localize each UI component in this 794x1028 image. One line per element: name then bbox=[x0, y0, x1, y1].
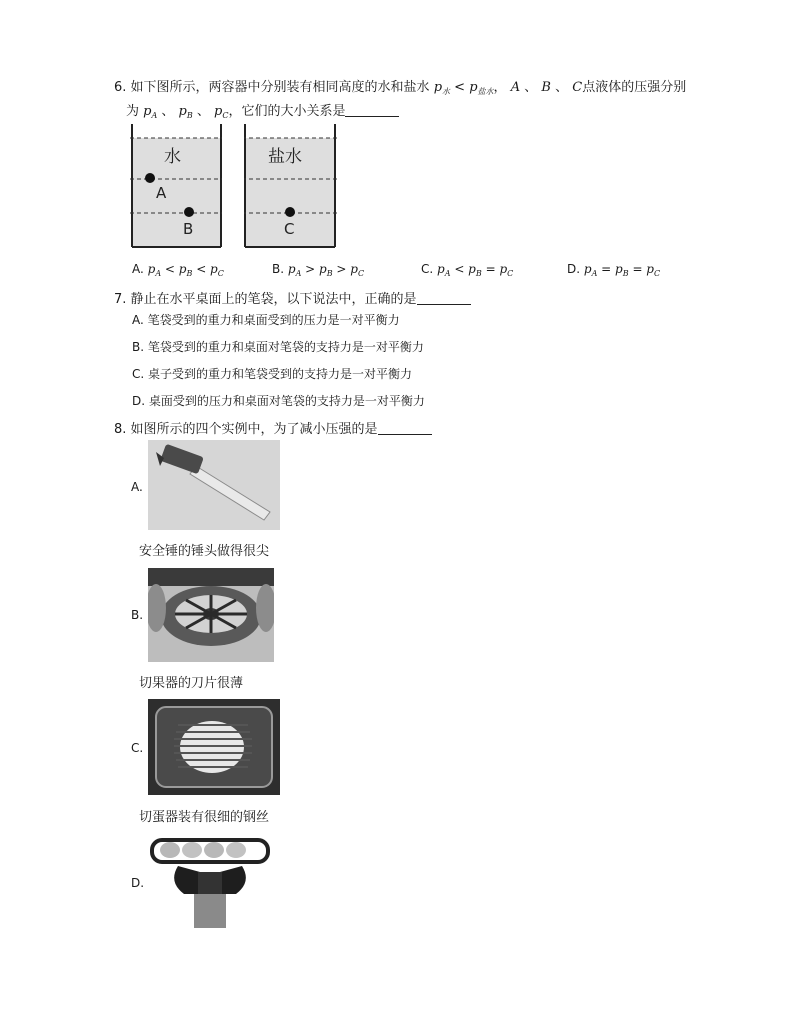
option-letter: D. bbox=[567, 262, 581, 276]
q8-option-d-letter[interactable]: D. bbox=[131, 876, 145, 890]
point-a-dot bbox=[145, 173, 155, 183]
q8-option-a-letter[interactable]: A. bbox=[131, 480, 143, 494]
less-than: < bbox=[454, 80, 466, 95]
p-water-sub: 水 bbox=[442, 87, 451, 96]
safety-hammer-photo bbox=[148, 440, 280, 530]
q6-option-d[interactable]: D. $p_A = p_B = p_C$ bbox=[567, 262, 661, 278]
q8-option-c-caption: 切蛋器装有很细的钢丝 bbox=[139, 810, 270, 825]
container-figure bbox=[130, 122, 340, 252]
comma: ， bbox=[493, 80, 507, 95]
q8-option-a-caption: 安全锤的锤头做得很尖 bbox=[139, 544, 270, 559]
q6-option-b[interactable]: B. $p_A > p_B > p_C$ bbox=[272, 262, 365, 278]
saltwater-label: 盐水 bbox=[268, 147, 302, 167]
q8-stem bbox=[114, 418, 432, 437]
option-letter: B. bbox=[272, 262, 285, 276]
q7-stem bbox=[114, 288, 471, 307]
q7-option-d[interactable]: D. 桌面受到的压力和桌面对笔袋的支持力是一对平衡力 bbox=[132, 394, 425, 408]
point-a-label: A bbox=[156, 184, 167, 202]
answer-blank[interactable] bbox=[345, 104, 399, 117]
q6-text-c: 点液体的压强分别 bbox=[582, 80, 687, 95]
q6-option-a[interactable]: A. $p_A < p_B < p_C$ bbox=[132, 262, 224, 278]
water-label: 水 bbox=[164, 147, 181, 167]
point-b-label: B bbox=[183, 220, 194, 238]
q8-option-b-letter[interactable]: B. bbox=[131, 608, 144, 622]
point-c-dot bbox=[285, 207, 295, 217]
point-b-ref: B bbox=[541, 80, 551, 95]
sep-1: 、 bbox=[524, 80, 538, 95]
handle-photo bbox=[148, 832, 272, 928]
option-letter: A. bbox=[132, 262, 144, 276]
answer-blank[interactable] bbox=[378, 422, 432, 435]
q8-option-b-caption: 切果器的刀片很薄 bbox=[139, 676, 244, 691]
q6-line2-a: 为 bbox=[126, 104, 140, 119]
q7-option-a[interactable]: A. 笔袋受到的重力和桌面受到的压力是一对平衡力 bbox=[132, 313, 400, 327]
q6-line2-b: ，它们的大小关系是 bbox=[228, 104, 346, 119]
q6-text: 如下图所示，两容器中分别装有相同高度的水和盐水 bbox=[130, 80, 430, 95]
q6-stem-line2: 为 $p_A$ 、 $p_B$ 、 $p_C$，它们的大小关系是 bbox=[126, 100, 399, 120]
q6-stem-line1: 6. 如下图所示，两容器中分别装有相同高度的水和盐水 $p_水 < p_{盐水}$， A 、 B 、 C点液体的压强分别 bbox=[114, 80, 687, 96]
q6-option-c[interactable]: C. $p_A < p_B = p_C$ bbox=[421, 262, 514, 278]
p-salt-sub: 盐水 bbox=[477, 87, 494, 96]
option-letter: C. bbox=[421, 262, 434, 276]
q7-stem-text: 7. 静止在水平桌面上的笔袋，以下说法中，正确的是 bbox=[114, 292, 417, 307]
q6-number: 6. bbox=[114, 80, 127, 95]
answer-blank[interactable] bbox=[417, 292, 471, 305]
point-c-label: C bbox=[284, 220, 295, 238]
egg-slicer-photo bbox=[148, 699, 280, 795]
q8-option-c-letter[interactable]: C. bbox=[131, 741, 144, 755]
q7-option-c[interactable]: C. 桌子受到的重力和笔袋受到的支持力是一对平衡力 bbox=[132, 367, 413, 381]
sep-2: 、 bbox=[555, 80, 569, 95]
q7-option-b[interactable]: B. 笔袋受到的重力和桌面对笔袋的支持力是一对平衡力 bbox=[132, 340, 424, 354]
point-c-ref: C bbox=[572, 80, 583, 95]
q8-stem-text: 8. 如图所示的四个实例中，为了减小压强的是 bbox=[114, 422, 378, 437]
fruit-cutter-photo bbox=[148, 568, 274, 662]
point-b-dot bbox=[184, 207, 194, 217]
point-a-ref: A bbox=[510, 80, 521, 95]
